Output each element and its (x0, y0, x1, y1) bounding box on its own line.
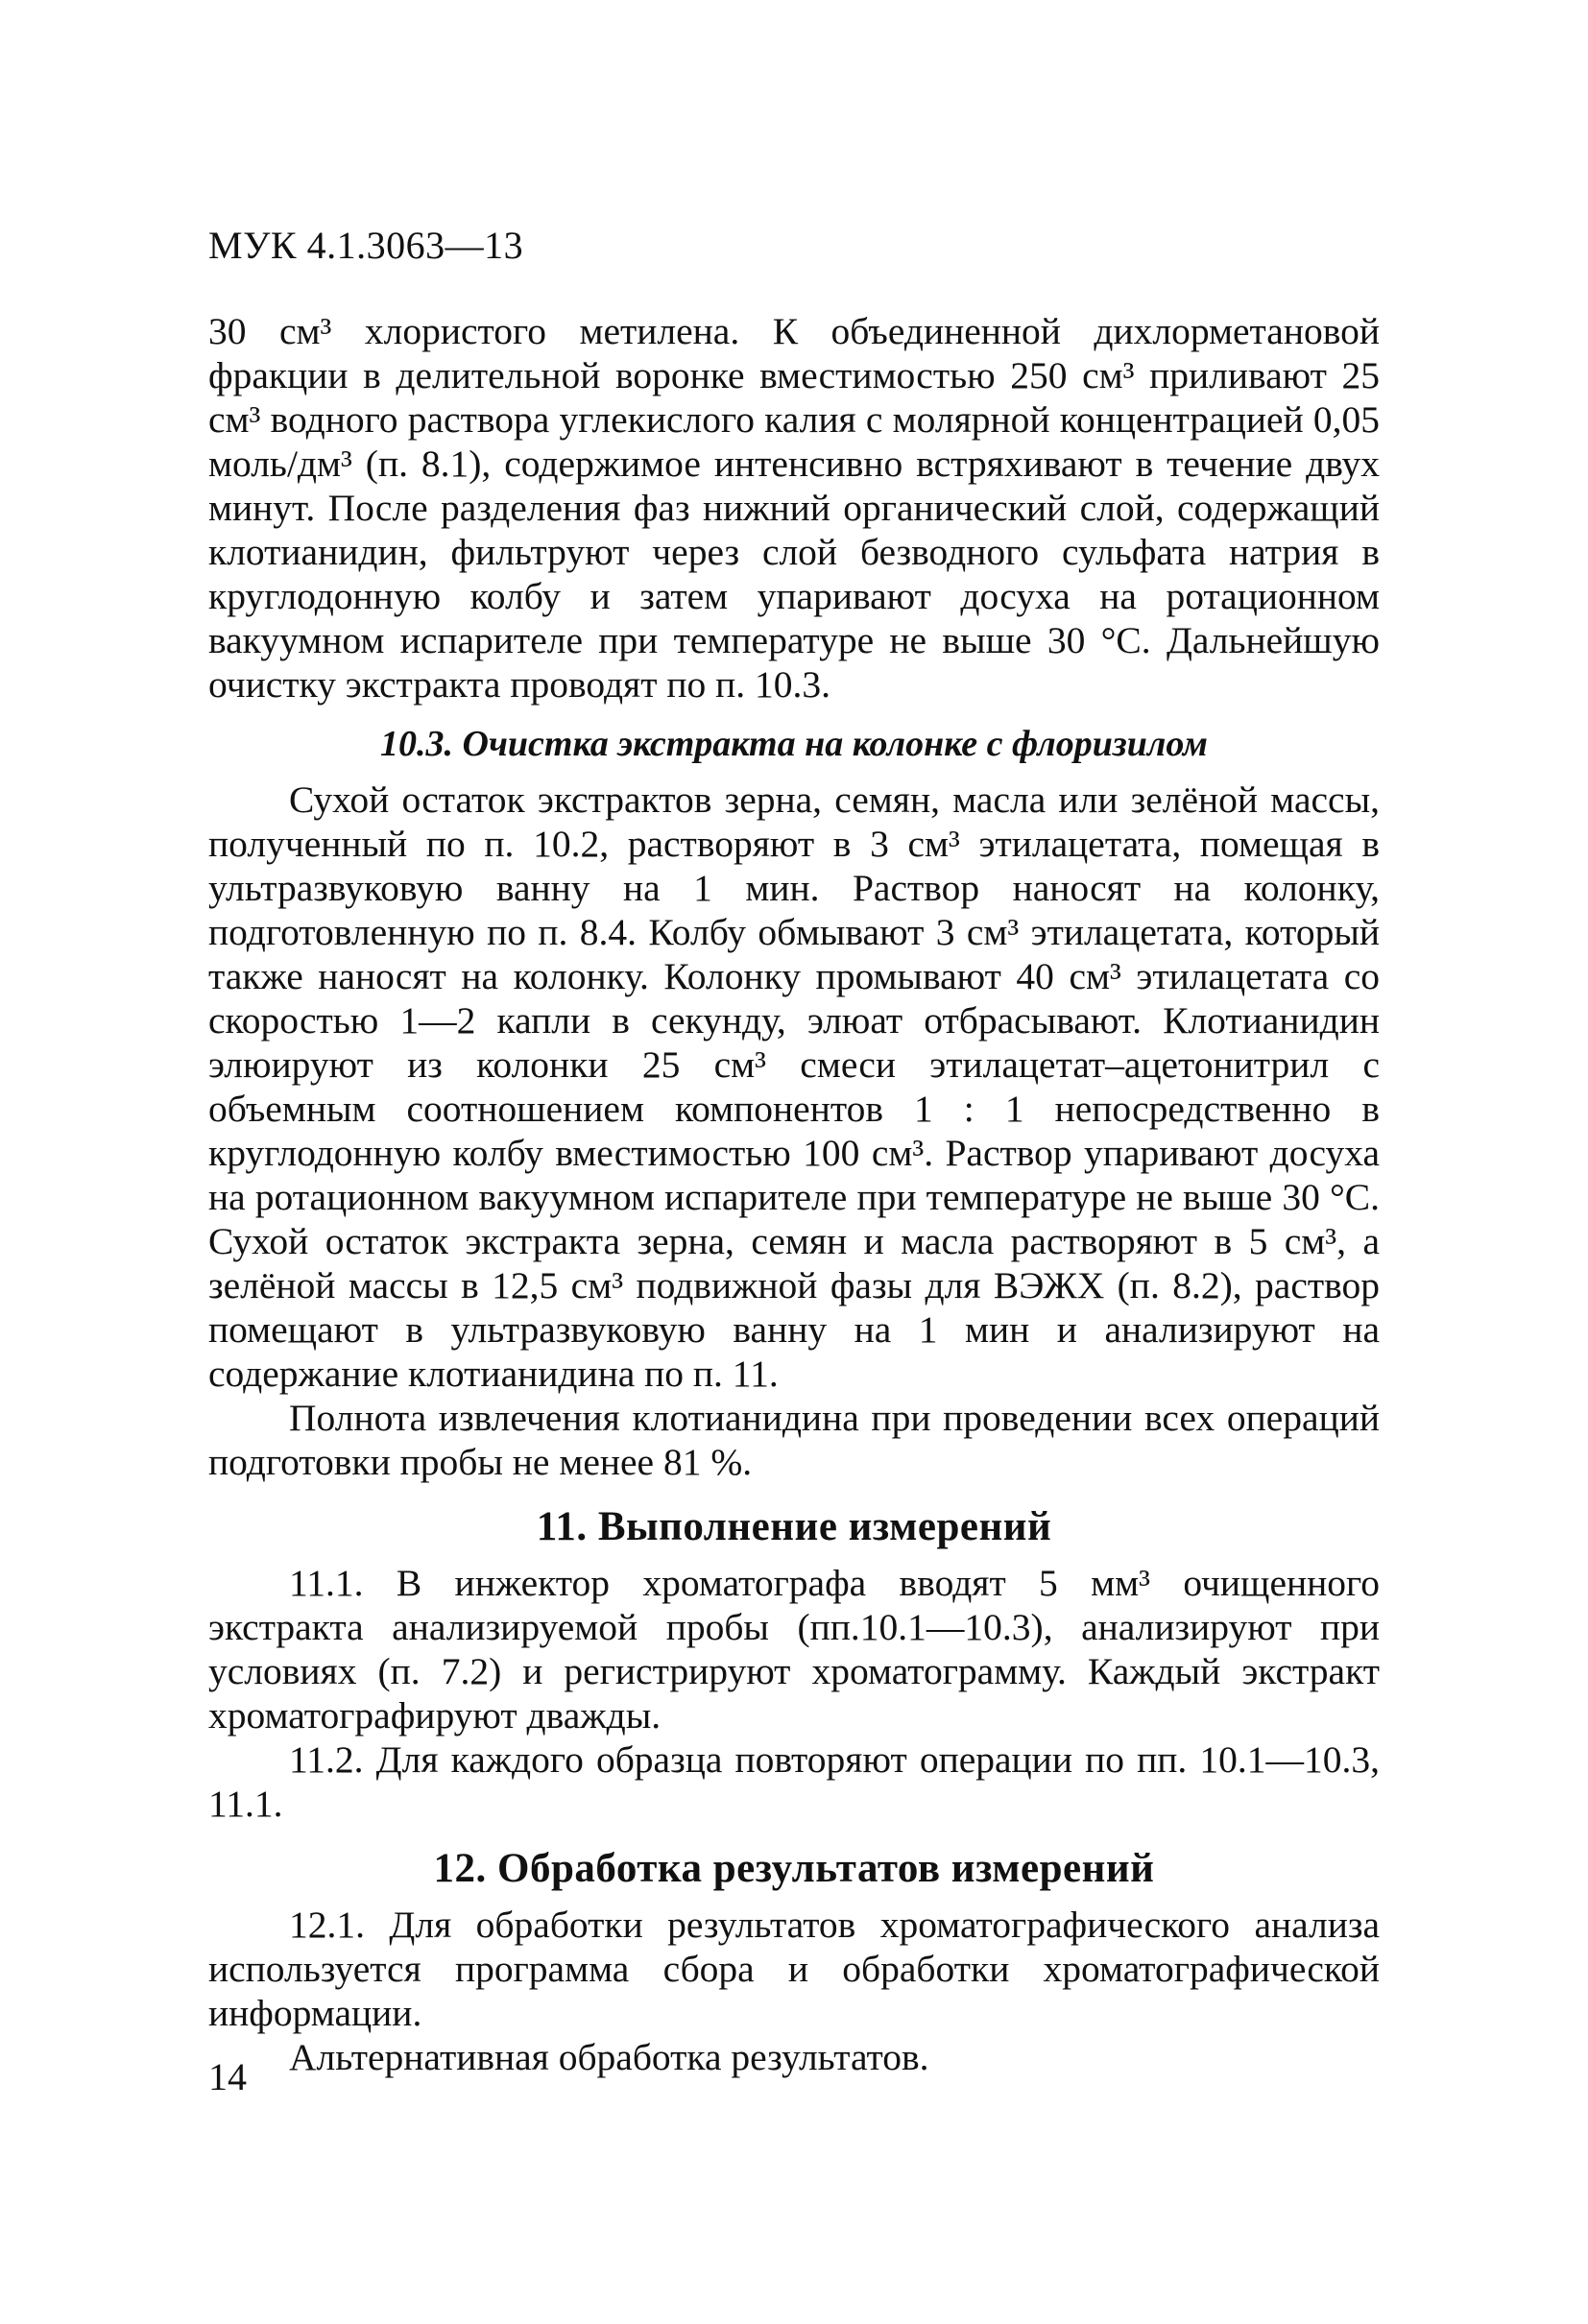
subsection-10-3-paragraph-1: Сухой остаток экстрактов зерна, семян, масла или зелёной массы, полученный по п. 10.2, растворяют в 3 см³ этилацетата, помещая в ультразвуковую ванну на 1 мин. Раствор наносят на колонку, подготовленную по п. 8.4. Колбу обмывают 3 см³ этилацетата, который также наносят на колонку. Колонку промывают 40 см³ этилацетата со скоростью 1—2 капли в секунду, элюат отбрасывают. Клотианидин элюируют из колонки 25 см³ смеси этилацетат–ацетонитрил с объемным соотношением компонентов 1 : 1 непосредственно в круглодонную колбу вместимостью 100 см³. Раствор упаривают досуха на ротационном вакуумном испарителе при температуре не выше 30 °С. Сухой остаток экстракта зерна, семян и масла растворяют в 5 см³, а зелёной массы в 12,5 см³ подвижной фазы для ВЭЖХ (п. 8.2), раствор помещают в ультразвуковую ванну на 1 мин и анализируют на содержание клотианидина по п. 11. (208, 779, 1380, 1395)
section-11-paragraph-1: 11.1. В инжектор хроматографа вводят 5 мм³ очищенного экстракта анализируемой пробы (пп.10.1—10.3), анализируют при условиях (п. 7.2) и регистрируют хроматограмму. Каждый экстракт хроматографируют дважды. (208, 1562, 1380, 1737)
document-code-header: МУК 4.1.3063—13 (208, 224, 524, 267)
section-12-paragraph-2: Альтернативная обработка результатов. (289, 2036, 929, 2078)
page-number: 14 (208, 2055, 247, 2098)
section-11-paragraph-2: 11.2. Для каждого образца повторяют операции по пп. 10.1—10.3, 11.1. (208, 1738, 1380, 1825)
page-content (208, 309, 1380, 2079)
section-heading-12: 12. Обработка результатов измерений (433, 1846, 1155, 1891)
section-heading-11: 11. Выполнение измерений (536, 1504, 1052, 1549)
section-12-paragraph-1: 12.1. Для обработки результатов хроматографического анализа используется программа сбора и обработки хроматографической информации. (208, 1904, 1380, 2034)
subsection-10-3-paragraph-2: Полнота извлечения клотианидина при проведении всех операций подготовки пробы не менее 81 %. (208, 1397, 1380, 1483)
continued-paragraph: 30 см³ хлористого метилена. К объединенной дихлорметановой фракции в делительной воронке вместимостью 250 см³ приливают 25 см³ водного раствора углекислого калия с молярной концентрацией 0,05 моль/дм³ (п. 8.1), содержимое интенсивно встряхивают в течение двух минут. После разделения фаз нижний органический слой, содержащий клотианидин, фильтруют через слой безводного сульфата натрия в круглодонную колбу и затем упаривают досуха на ротационном вакуумном испарителе при температуре не выше 30 °С. Дальнейшую очистку экстракта проводят по п. 10.3. (208, 310, 1380, 706)
subsection-heading-10-3: 10.3. Очистка экстракта на колонке с флоризилом (380, 724, 1208, 764)
